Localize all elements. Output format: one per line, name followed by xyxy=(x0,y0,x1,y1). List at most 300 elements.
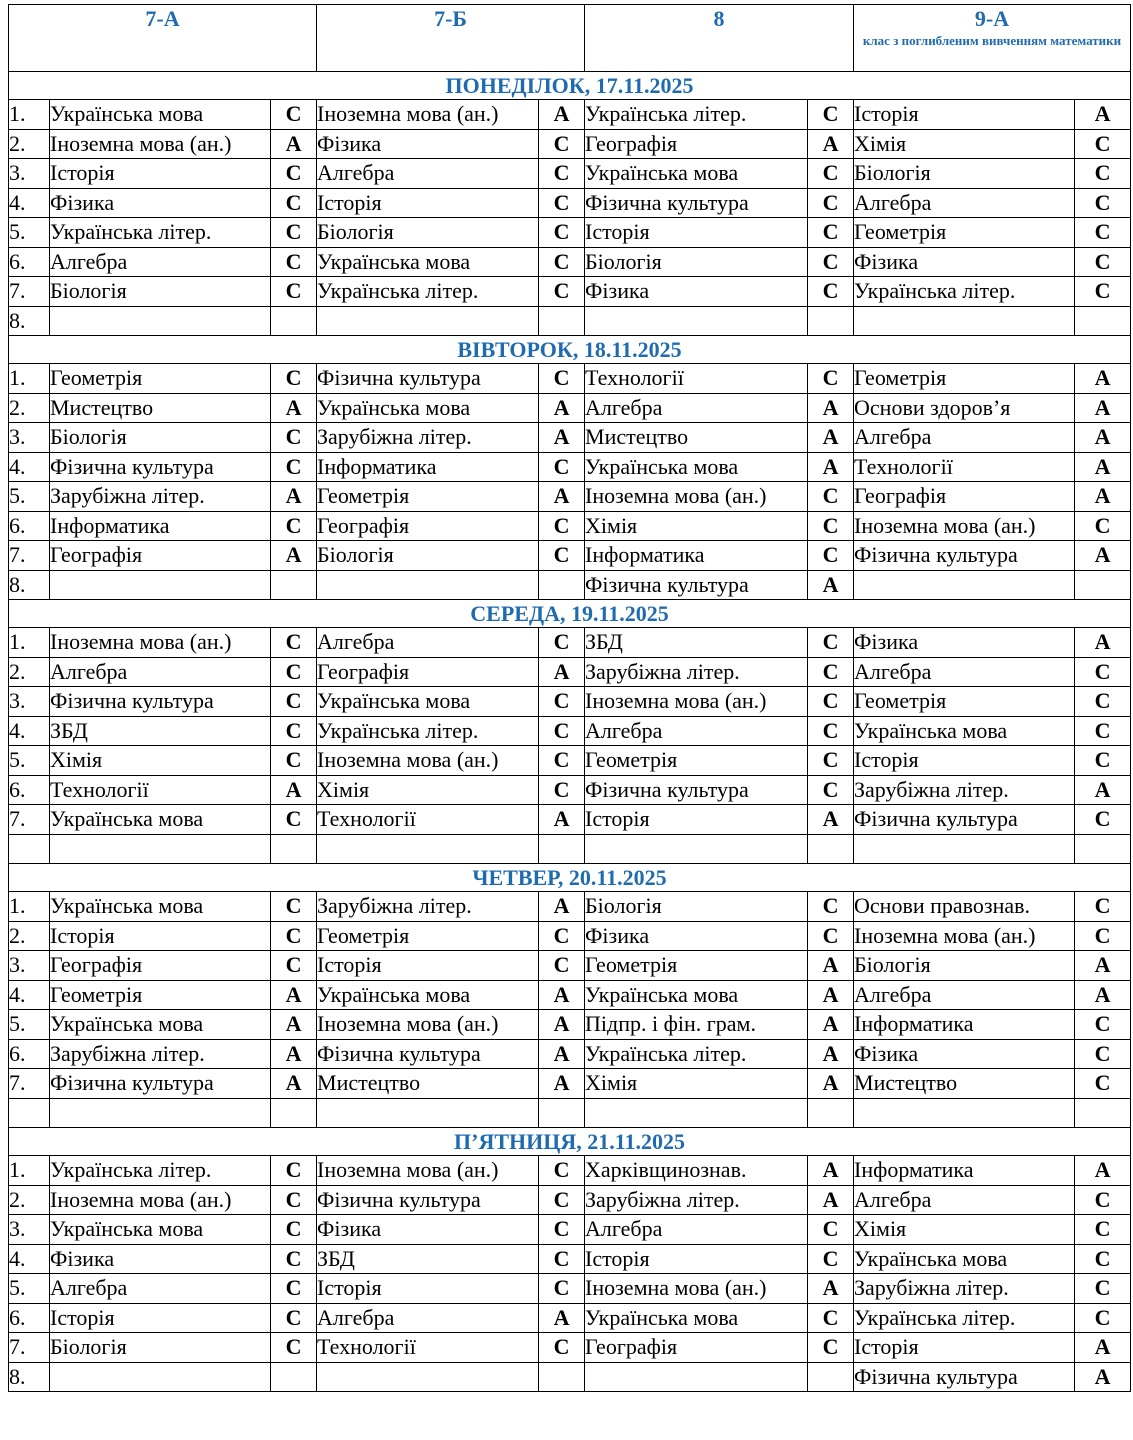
lesson-format-cell: С xyxy=(1075,716,1131,746)
subject-cell xyxy=(317,1098,539,1128)
lesson-row xyxy=(9,570,1131,600)
subject-cell: Інформатика xyxy=(50,511,271,541)
lesson-format-cell: С xyxy=(1075,1303,1131,1333)
subject-cell: Алгебра xyxy=(50,1274,271,1304)
lesson-number: 4. xyxy=(9,452,50,482)
lesson-format-cell xyxy=(539,1362,585,1392)
subject-cell: Українська мова xyxy=(50,892,271,922)
lesson-format-cell: А xyxy=(539,1039,585,1069)
lesson-format-cell: А xyxy=(808,980,854,1010)
subject-cell: Геометрія xyxy=(854,218,1075,248)
subject-cell: Мистецтво xyxy=(317,1069,539,1099)
lesson-format-cell: С xyxy=(539,1244,585,1274)
lesson-row xyxy=(9,393,1131,423)
lesson-number: 6. xyxy=(9,511,50,541)
subject-cell: Біологія xyxy=(317,541,539,571)
subject-cell: Фізика xyxy=(317,129,539,159)
day-title: П’ЯТНИЦЯ, 21.11.2025 xyxy=(9,1128,1131,1156)
lesson-format-cell: С xyxy=(808,775,854,805)
lesson-row xyxy=(9,423,1131,453)
lesson-format-cell: С xyxy=(539,1215,585,1245)
day-header-row xyxy=(9,336,1131,364)
day-title: ПОНЕДІЛОК, 17.11.2025 xyxy=(9,72,1131,100)
subject-cell xyxy=(317,306,539,336)
subject-cell: Іноземна мова (ан.) xyxy=(854,511,1075,541)
class-name: 8 xyxy=(713,6,725,31)
subject-cell: Іноземна мова (ан.) xyxy=(50,628,271,658)
lesson-format-cell: А xyxy=(1075,980,1131,1010)
lesson-format-cell: А xyxy=(271,775,317,805)
subject-cell: Хімія xyxy=(317,775,539,805)
lesson-format-cell: С xyxy=(808,541,854,571)
subject-cell: Алгебра xyxy=(585,1215,808,1245)
lesson-format-cell: С xyxy=(808,687,854,717)
subject-cell: Українська літер. xyxy=(854,1303,1075,1333)
subject-cell: Хімія xyxy=(50,746,271,776)
subject-cell: Історія xyxy=(854,746,1075,776)
subject-cell: Основи правознав. xyxy=(854,892,1075,922)
lesson-format-cell xyxy=(1075,306,1131,336)
subject-cell: Підпр. і фін. грам. xyxy=(585,1010,808,1040)
class-name: 9-А xyxy=(974,6,1010,31)
subject-cell: Біологія xyxy=(585,247,808,277)
subject-cell: Географія xyxy=(854,482,1075,512)
lesson-format-cell: С xyxy=(271,423,317,453)
lesson-number: 5. xyxy=(9,746,50,776)
lesson-format-cell: А xyxy=(1075,423,1131,453)
lesson-format-cell: А xyxy=(808,805,854,835)
subject-cell xyxy=(317,570,539,600)
lesson-format-cell: С xyxy=(271,100,317,130)
lesson-number: 5. xyxy=(9,1274,50,1304)
subject-cell: Українська мова xyxy=(50,1010,271,1040)
lesson-format-cell xyxy=(539,570,585,600)
class-header-7b xyxy=(317,5,585,72)
subject-cell: Геометрія xyxy=(854,687,1075,717)
lesson-format-cell: А xyxy=(808,452,854,482)
lesson-row xyxy=(9,657,1131,687)
subject-cell: Фізика xyxy=(585,921,808,951)
lesson-format-cell: А xyxy=(1075,628,1131,658)
subject-cell: Алгебра xyxy=(854,188,1075,218)
lesson-number: 7. xyxy=(9,277,50,307)
lesson-format-cell: С xyxy=(539,1156,585,1186)
subject-cell: Фізична культура xyxy=(50,687,271,717)
lesson-number: 7. xyxy=(9,1333,50,1363)
subject-cell: Геометрія xyxy=(585,746,808,776)
lesson-format-cell: С xyxy=(1075,1244,1131,1274)
subject-cell xyxy=(50,1362,271,1392)
lesson-format-cell: А xyxy=(808,1010,854,1040)
lesson-format-cell: С xyxy=(808,1303,854,1333)
lesson-row xyxy=(9,980,1131,1010)
subject-cell: Технології xyxy=(585,364,808,394)
subject-cell: Історія xyxy=(585,218,808,248)
lesson-format-cell: С xyxy=(808,628,854,658)
lesson-number: 2. xyxy=(9,393,50,423)
lesson-format-cell: С xyxy=(808,100,854,130)
lesson-format-cell: А xyxy=(539,980,585,1010)
lesson-row xyxy=(9,1185,1131,1215)
lesson-row xyxy=(9,159,1131,189)
subject-cell: Алгебра xyxy=(50,247,271,277)
lesson-format-cell xyxy=(808,834,854,864)
class-header-7a xyxy=(9,5,317,72)
lesson-row xyxy=(9,541,1131,571)
lesson-format-cell: А xyxy=(808,1069,854,1099)
subject-cell: Українська мова xyxy=(585,159,808,189)
lesson-format-cell: А xyxy=(1075,541,1131,571)
lesson-number: 7. xyxy=(9,1069,50,1099)
subject-cell: Українська літер. xyxy=(50,218,271,248)
subject-cell: Історія xyxy=(854,100,1075,130)
lesson-format-cell: С xyxy=(1075,657,1131,687)
lesson-format-cell: С xyxy=(539,364,585,394)
lesson-format-cell: С xyxy=(271,1274,317,1304)
lesson-format-cell: А xyxy=(271,980,317,1010)
lesson-format-cell: С xyxy=(1075,129,1131,159)
lesson-row xyxy=(9,511,1131,541)
lesson-format-cell: С xyxy=(271,277,317,307)
subject-cell: Українська літер. xyxy=(317,277,539,307)
lesson-number: 8. xyxy=(9,570,50,600)
lesson-format-cell: С xyxy=(271,687,317,717)
lesson-row xyxy=(9,805,1131,835)
lesson-format-cell: А xyxy=(808,423,854,453)
subject-cell xyxy=(854,834,1075,864)
subject-cell: Історія xyxy=(317,188,539,218)
lesson-format-cell xyxy=(271,1098,317,1128)
lesson-format-cell: А xyxy=(271,1069,317,1099)
lesson-format-cell: А xyxy=(539,423,585,453)
lesson-row xyxy=(9,218,1131,248)
subject-cell: Хімія xyxy=(585,1069,808,1099)
subject-cell: Мистецтво xyxy=(585,423,808,453)
lesson-row xyxy=(9,1069,1131,1099)
subject-cell: ЗБД xyxy=(585,628,808,658)
lesson-format-cell: С xyxy=(271,159,317,189)
subject-cell: Мистецтво xyxy=(854,1069,1075,1099)
class-note: клас з поглибленим вивченням математики xyxy=(862,33,1122,48)
lesson-number: 4. xyxy=(9,716,50,746)
lesson-format-cell: С xyxy=(271,1333,317,1363)
lesson-row xyxy=(9,100,1131,130)
lesson-format-cell: С xyxy=(1075,1010,1131,1040)
lesson-row xyxy=(9,364,1131,394)
subject-cell xyxy=(50,570,271,600)
subject-cell: Іноземна мова (ан.) xyxy=(50,129,271,159)
lesson-number: 6. xyxy=(9,775,50,805)
lesson-format-cell: А xyxy=(271,393,317,423)
lesson-format-cell: А xyxy=(808,129,854,159)
subject-cell: Українська мова xyxy=(317,687,539,717)
lesson-format-cell: А xyxy=(808,393,854,423)
lesson-format-cell: С xyxy=(539,452,585,482)
lesson-format-cell: А xyxy=(539,100,585,130)
subject-cell: Українська мова xyxy=(585,980,808,1010)
subject-cell: Алгебра xyxy=(854,1185,1075,1215)
lesson-number: 3. xyxy=(9,687,50,717)
lesson-row xyxy=(9,1333,1131,1363)
subject-cell: Українська мова xyxy=(854,716,1075,746)
lesson-format-cell: С xyxy=(1075,921,1131,951)
subject-cell: Українська мова xyxy=(585,452,808,482)
lesson-number: 1. xyxy=(9,628,50,658)
lesson-number: 2. xyxy=(9,921,50,951)
lesson-format-cell: А xyxy=(271,1010,317,1040)
subject-cell: Технології xyxy=(50,775,271,805)
lesson-format-cell: С xyxy=(808,247,854,277)
lesson-number: 1. xyxy=(9,1156,50,1186)
subject-cell: ЗБД xyxy=(317,1244,539,1274)
lesson-format-cell xyxy=(808,1098,854,1128)
lesson-row xyxy=(9,951,1131,981)
lesson-format-cell: С xyxy=(271,628,317,658)
subject-cell: Зарубіжна літер. xyxy=(585,1185,808,1215)
subject-cell: Українська мова xyxy=(50,1215,271,1245)
lesson-number: 1. xyxy=(9,892,50,922)
lesson-number: 6. xyxy=(9,1039,50,1069)
lesson-format-cell: С xyxy=(539,746,585,776)
subject-cell: Зарубіжна літер. xyxy=(50,482,271,512)
day-header-row xyxy=(9,1128,1131,1156)
subject-cell: Історія xyxy=(317,951,539,981)
lesson-format-cell: С xyxy=(271,452,317,482)
class-name: 7-А xyxy=(145,6,180,31)
lesson-format-cell: С xyxy=(539,218,585,248)
subject-cell: Алгебра xyxy=(854,657,1075,687)
lesson-number: 4. xyxy=(9,1244,50,1274)
subject-cell: Іноземна мова (ан.) xyxy=(854,921,1075,951)
lesson-format-cell: С xyxy=(808,218,854,248)
lesson-row xyxy=(9,129,1131,159)
lesson-row xyxy=(9,775,1131,805)
lesson-format-cell: С xyxy=(271,1244,317,1274)
lesson-format-cell xyxy=(539,306,585,336)
subject-cell: Геометрія xyxy=(50,980,271,1010)
lesson-format-cell: С xyxy=(808,892,854,922)
lesson-number: 2. xyxy=(9,129,50,159)
subject-cell: Технології xyxy=(317,1333,539,1363)
subject-cell: Фізика xyxy=(317,1215,539,1245)
lesson-format-cell xyxy=(1075,834,1131,864)
subject-cell: Інформатика xyxy=(585,541,808,571)
lesson-format-cell: С xyxy=(271,364,317,394)
subject-cell: Мистецтво xyxy=(50,393,271,423)
lesson-format-cell: С xyxy=(1075,1274,1131,1304)
lesson-format-cell: А xyxy=(808,570,854,600)
lesson-format-cell: С xyxy=(808,1244,854,1274)
subject-cell xyxy=(854,1098,1075,1128)
lesson-format-cell: С xyxy=(1075,188,1131,218)
subject-cell: Технології xyxy=(317,805,539,835)
lesson-format-cell: С xyxy=(808,746,854,776)
lesson-format-cell: С xyxy=(808,364,854,394)
lesson-format-cell: С xyxy=(1075,218,1131,248)
lesson-format-cell: С xyxy=(539,775,585,805)
lesson-number: 5. xyxy=(9,482,50,512)
lesson-format-cell: А xyxy=(808,1185,854,1215)
subject-cell: Харківщинознав. xyxy=(585,1156,808,1186)
subject-cell xyxy=(50,1098,271,1128)
subject-cell: Історія xyxy=(585,805,808,835)
subject-cell: Іноземна мова (ан.) xyxy=(585,1274,808,1304)
subject-cell: Геометрія xyxy=(585,951,808,981)
subject-cell: Фізична культура xyxy=(585,775,808,805)
lesson-number: 6. xyxy=(9,247,50,277)
lesson-format-cell: А xyxy=(1075,100,1131,130)
lesson-format-cell: С xyxy=(1075,1039,1131,1069)
lesson-format-cell: С xyxy=(808,657,854,687)
subject-cell xyxy=(585,1362,808,1392)
subject-cell: Алгебра xyxy=(317,628,539,658)
lesson-format-cell: С xyxy=(271,188,317,218)
subject-cell: Фізична культура xyxy=(317,1185,539,1215)
lesson-row xyxy=(9,188,1131,218)
day-title: ЧЕТВЕР, 20.11.2025 xyxy=(9,864,1131,892)
lesson-format-cell xyxy=(271,834,317,864)
lesson-row xyxy=(9,1303,1131,1333)
subject-cell: Геометрія xyxy=(317,482,539,512)
lesson-format-cell: С xyxy=(271,511,317,541)
subject-cell: Фізична культура xyxy=(585,570,808,600)
lesson-number: 5. xyxy=(9,1010,50,1040)
subject-cell: Фізика xyxy=(854,1039,1075,1069)
subject-cell: Українська мова xyxy=(50,100,271,130)
subject-cell xyxy=(50,834,271,864)
lesson-format-cell: С xyxy=(1075,1185,1131,1215)
class-header-8 xyxy=(585,5,854,72)
lesson-format-cell: А xyxy=(539,892,585,922)
day-header-row xyxy=(9,864,1131,892)
lesson-format-cell xyxy=(271,570,317,600)
lesson-format-cell: С xyxy=(1075,687,1131,717)
subject-cell: Біологія xyxy=(50,1333,271,1363)
lesson-format-cell: С xyxy=(1075,1069,1131,1099)
lesson-row xyxy=(9,892,1131,922)
lesson-format-cell: С xyxy=(808,511,854,541)
subject-cell: Геометрія xyxy=(317,921,539,951)
lesson-row xyxy=(9,921,1131,951)
lesson-row xyxy=(9,277,1131,307)
subject-cell: Фізична культура xyxy=(317,1039,539,1069)
subject-cell: Біологія xyxy=(317,218,539,248)
lesson-format-cell: С xyxy=(1075,892,1131,922)
subject-cell xyxy=(585,1098,808,1128)
lesson-format-cell: С xyxy=(271,716,317,746)
lesson-format-cell: С xyxy=(808,1215,854,1245)
subject-cell: Алгебра xyxy=(317,1303,539,1333)
subject-cell: Хімія xyxy=(585,511,808,541)
lesson-format-cell: А xyxy=(808,1039,854,1069)
lesson-format-cell: С xyxy=(271,1156,317,1186)
lesson-row xyxy=(9,247,1131,277)
subject-cell: Українська літер. xyxy=(50,1156,271,1186)
lesson-format-cell xyxy=(1075,1098,1131,1128)
lesson-format-cell: А xyxy=(808,951,854,981)
lesson-format-cell: А xyxy=(808,1274,854,1304)
subject-cell: Історія xyxy=(50,159,271,189)
lesson-format-cell: С xyxy=(1075,1215,1131,1245)
lesson-number: 4. xyxy=(9,188,50,218)
lesson-format-cell: С xyxy=(539,921,585,951)
subject-cell: Географія xyxy=(50,951,271,981)
subject-cell: Українська мова xyxy=(50,805,271,835)
lesson-format-cell: А xyxy=(1075,393,1131,423)
lesson-format-cell: С xyxy=(539,129,585,159)
lesson-format-cell: С xyxy=(539,1185,585,1215)
subject-cell: Українська літер. xyxy=(854,277,1075,307)
subject-cell xyxy=(585,834,808,864)
subject-cell: Українська мова xyxy=(317,980,539,1010)
lesson-number xyxy=(9,834,50,864)
subject-cell: Фізична культура xyxy=(854,1362,1075,1392)
subject-cell: Біологія xyxy=(585,892,808,922)
lesson-format-cell: С xyxy=(539,188,585,218)
subject-cell: Історія xyxy=(50,921,271,951)
lesson-number: 6. xyxy=(9,1303,50,1333)
lesson-format-cell: С xyxy=(539,541,585,571)
lesson-format-cell: С xyxy=(271,1303,317,1333)
lesson-format-cell: С xyxy=(539,511,585,541)
subject-cell: Алгебра xyxy=(854,980,1075,1010)
subject-cell: Українська мова xyxy=(317,247,539,277)
lesson-format-cell: А xyxy=(1075,1362,1131,1392)
lesson-format-cell: С xyxy=(271,247,317,277)
lesson-format-cell: А xyxy=(1075,951,1131,981)
subject-cell: Зарубіжна літер. xyxy=(854,1274,1075,1304)
subject-cell: Українська мова xyxy=(854,1244,1075,1274)
subject-cell: Алгебра xyxy=(585,393,808,423)
lesson-format-cell: С xyxy=(539,277,585,307)
subject-cell: Алгебра xyxy=(854,423,1075,453)
lesson-number: 3. xyxy=(9,1215,50,1245)
subject-cell: Основи здоров’я xyxy=(854,393,1075,423)
subject-cell: Історія xyxy=(585,1244,808,1274)
lesson-format-cell: А xyxy=(1075,1333,1131,1363)
lesson-number: 8. xyxy=(9,1362,50,1392)
lesson-format-cell: А xyxy=(1075,482,1131,512)
subject-cell: Фізика xyxy=(854,628,1075,658)
lesson-format-cell: А xyxy=(539,1069,585,1099)
lesson-row xyxy=(9,482,1131,512)
subject-cell: Географія xyxy=(317,657,539,687)
lesson-number: 1. xyxy=(9,100,50,130)
subject-cell: Іноземна мова (ан.) xyxy=(317,100,539,130)
lesson-format-cell: С xyxy=(271,951,317,981)
subject-cell: Алгебра xyxy=(585,716,808,746)
subject-cell: Біологія xyxy=(854,159,1075,189)
lesson-format-cell: С xyxy=(1075,746,1131,776)
class-name: 7-Б xyxy=(434,6,467,31)
subject-cell: Українська літер. xyxy=(585,100,808,130)
lesson-row xyxy=(9,1362,1131,1392)
subject-cell: Іноземна мова (ан.) xyxy=(585,687,808,717)
lesson-format-cell: С xyxy=(1075,159,1131,189)
subject-cell: Історія xyxy=(317,1274,539,1304)
subject-cell: Географія xyxy=(50,541,271,571)
subject-cell xyxy=(854,306,1075,336)
lesson-number: 7. xyxy=(9,805,50,835)
lesson-format-cell xyxy=(271,306,317,336)
lesson-row xyxy=(9,1274,1131,1304)
lesson-format-cell: А xyxy=(1075,775,1131,805)
lesson-number: 4. xyxy=(9,980,50,1010)
subject-cell: Фізика xyxy=(854,247,1075,277)
subject-cell: Іноземна мова (ан.) xyxy=(50,1185,271,1215)
subject-cell: Фізична культура xyxy=(50,1069,271,1099)
lesson-row xyxy=(9,687,1131,717)
